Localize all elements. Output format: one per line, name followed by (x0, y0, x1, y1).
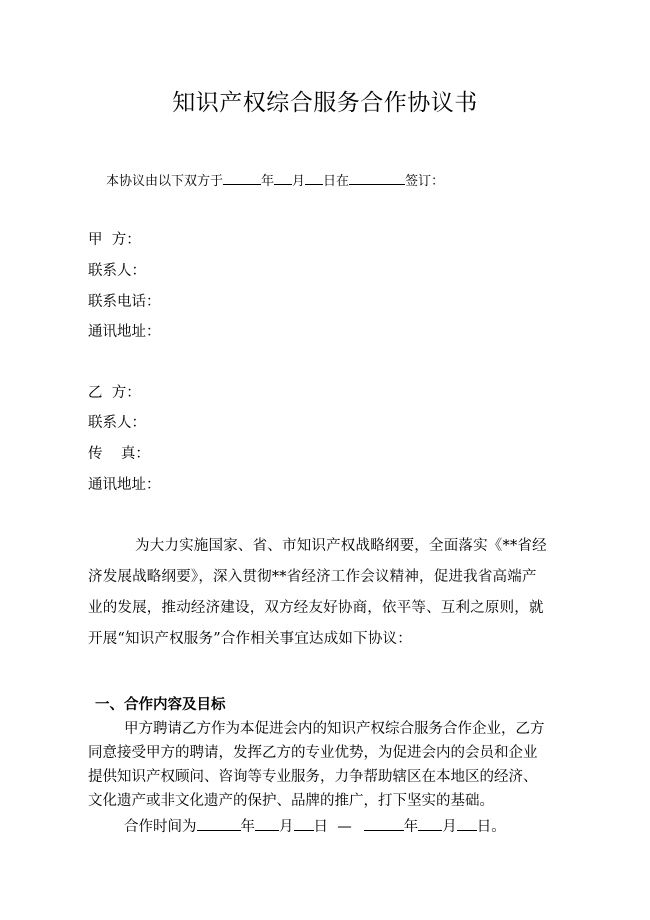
month-blank (274, 172, 292, 185)
day-blank (305, 172, 323, 185)
preamble-line-4: 开展“知识产权服务”合作相关事宜达成如下协议： (88, 631, 412, 647)
party-a-phone: 联系电话： (88, 294, 161, 310)
period-prefix: 合作时间为 (124, 819, 197, 835)
section-1-line-1: 甲方聘请乙方作为本促进会内的知识产权综合服务合作企业，乙方 (124, 721, 545, 737)
end-day-blank (457, 818, 477, 831)
party-b-label: 乙 方： (88, 385, 141, 401)
preamble-line-3: 业的发展，推动经济建设，双方经友好协商，依平等、互利之原则，就 (88, 600, 544, 616)
intro-day: 日在 (323, 174, 350, 189)
party-a-label: 甲 方： (88, 232, 141, 248)
intro-prefix: 本协议由以下双方于 (106, 174, 224, 189)
preamble-line-2: 济发展战略纲要》，深入贯彻**省经济工作会议精神，促进我省高端产 (88, 569, 537, 585)
intro-month: 月 (292, 174, 306, 189)
section-1-line-4: 文化遗产或非文化遗产的保护、品牌的推广，打下坚实的基础。 (88, 793, 494, 809)
intro-year: 年 (261, 174, 275, 189)
intro-suffix: 签订： (405, 174, 445, 189)
period-day-1: 日 — (313, 819, 352, 835)
section-1-line-3: 提供知识产权顾问、咨询等专业服务，力争帮助辖区在本地区的经济、 (88, 769, 538, 785)
cooperation-period (124, 815, 506, 836)
place-blank (349, 172, 405, 185)
period-month-2: 月 (442, 819, 457, 835)
start-month-blank (255, 818, 279, 831)
start-year-blank (197, 818, 241, 831)
section-1-line-2: 同意接受甲方的聘请，发挥乙方的专业优势，为促进会内的会员和企业 (88, 745, 538, 761)
agreement-intro (106, 170, 444, 189)
end-month-blank (418, 818, 442, 831)
party-a-address: 通讯地址： (88, 324, 161, 340)
period-month-1: 月 (279, 819, 294, 835)
preamble-line-1: 为大力实施国家、省、市知识产权战略纲要，全面落实《**省经 (135, 538, 547, 554)
end-year-blank (364, 818, 404, 831)
party-b-address: 通讯地址： (88, 477, 161, 493)
party-a-contact: 联系人： (88, 263, 146, 279)
period-year-1: 年 (240, 819, 255, 835)
party-b-contact: 联系人： (88, 415, 146, 431)
section-1-heading: 一、合作内容及目标 (95, 697, 226, 713)
document-title: 知识产权综合服务合作协议书 (172, 90, 478, 116)
year-blank (223, 172, 261, 185)
party-b-fax: 传 真： (88, 446, 150, 462)
start-day-blank (294, 818, 314, 831)
period-day-2: 日。 (476, 819, 506, 835)
period-year-2: 年 (403, 819, 419, 835)
